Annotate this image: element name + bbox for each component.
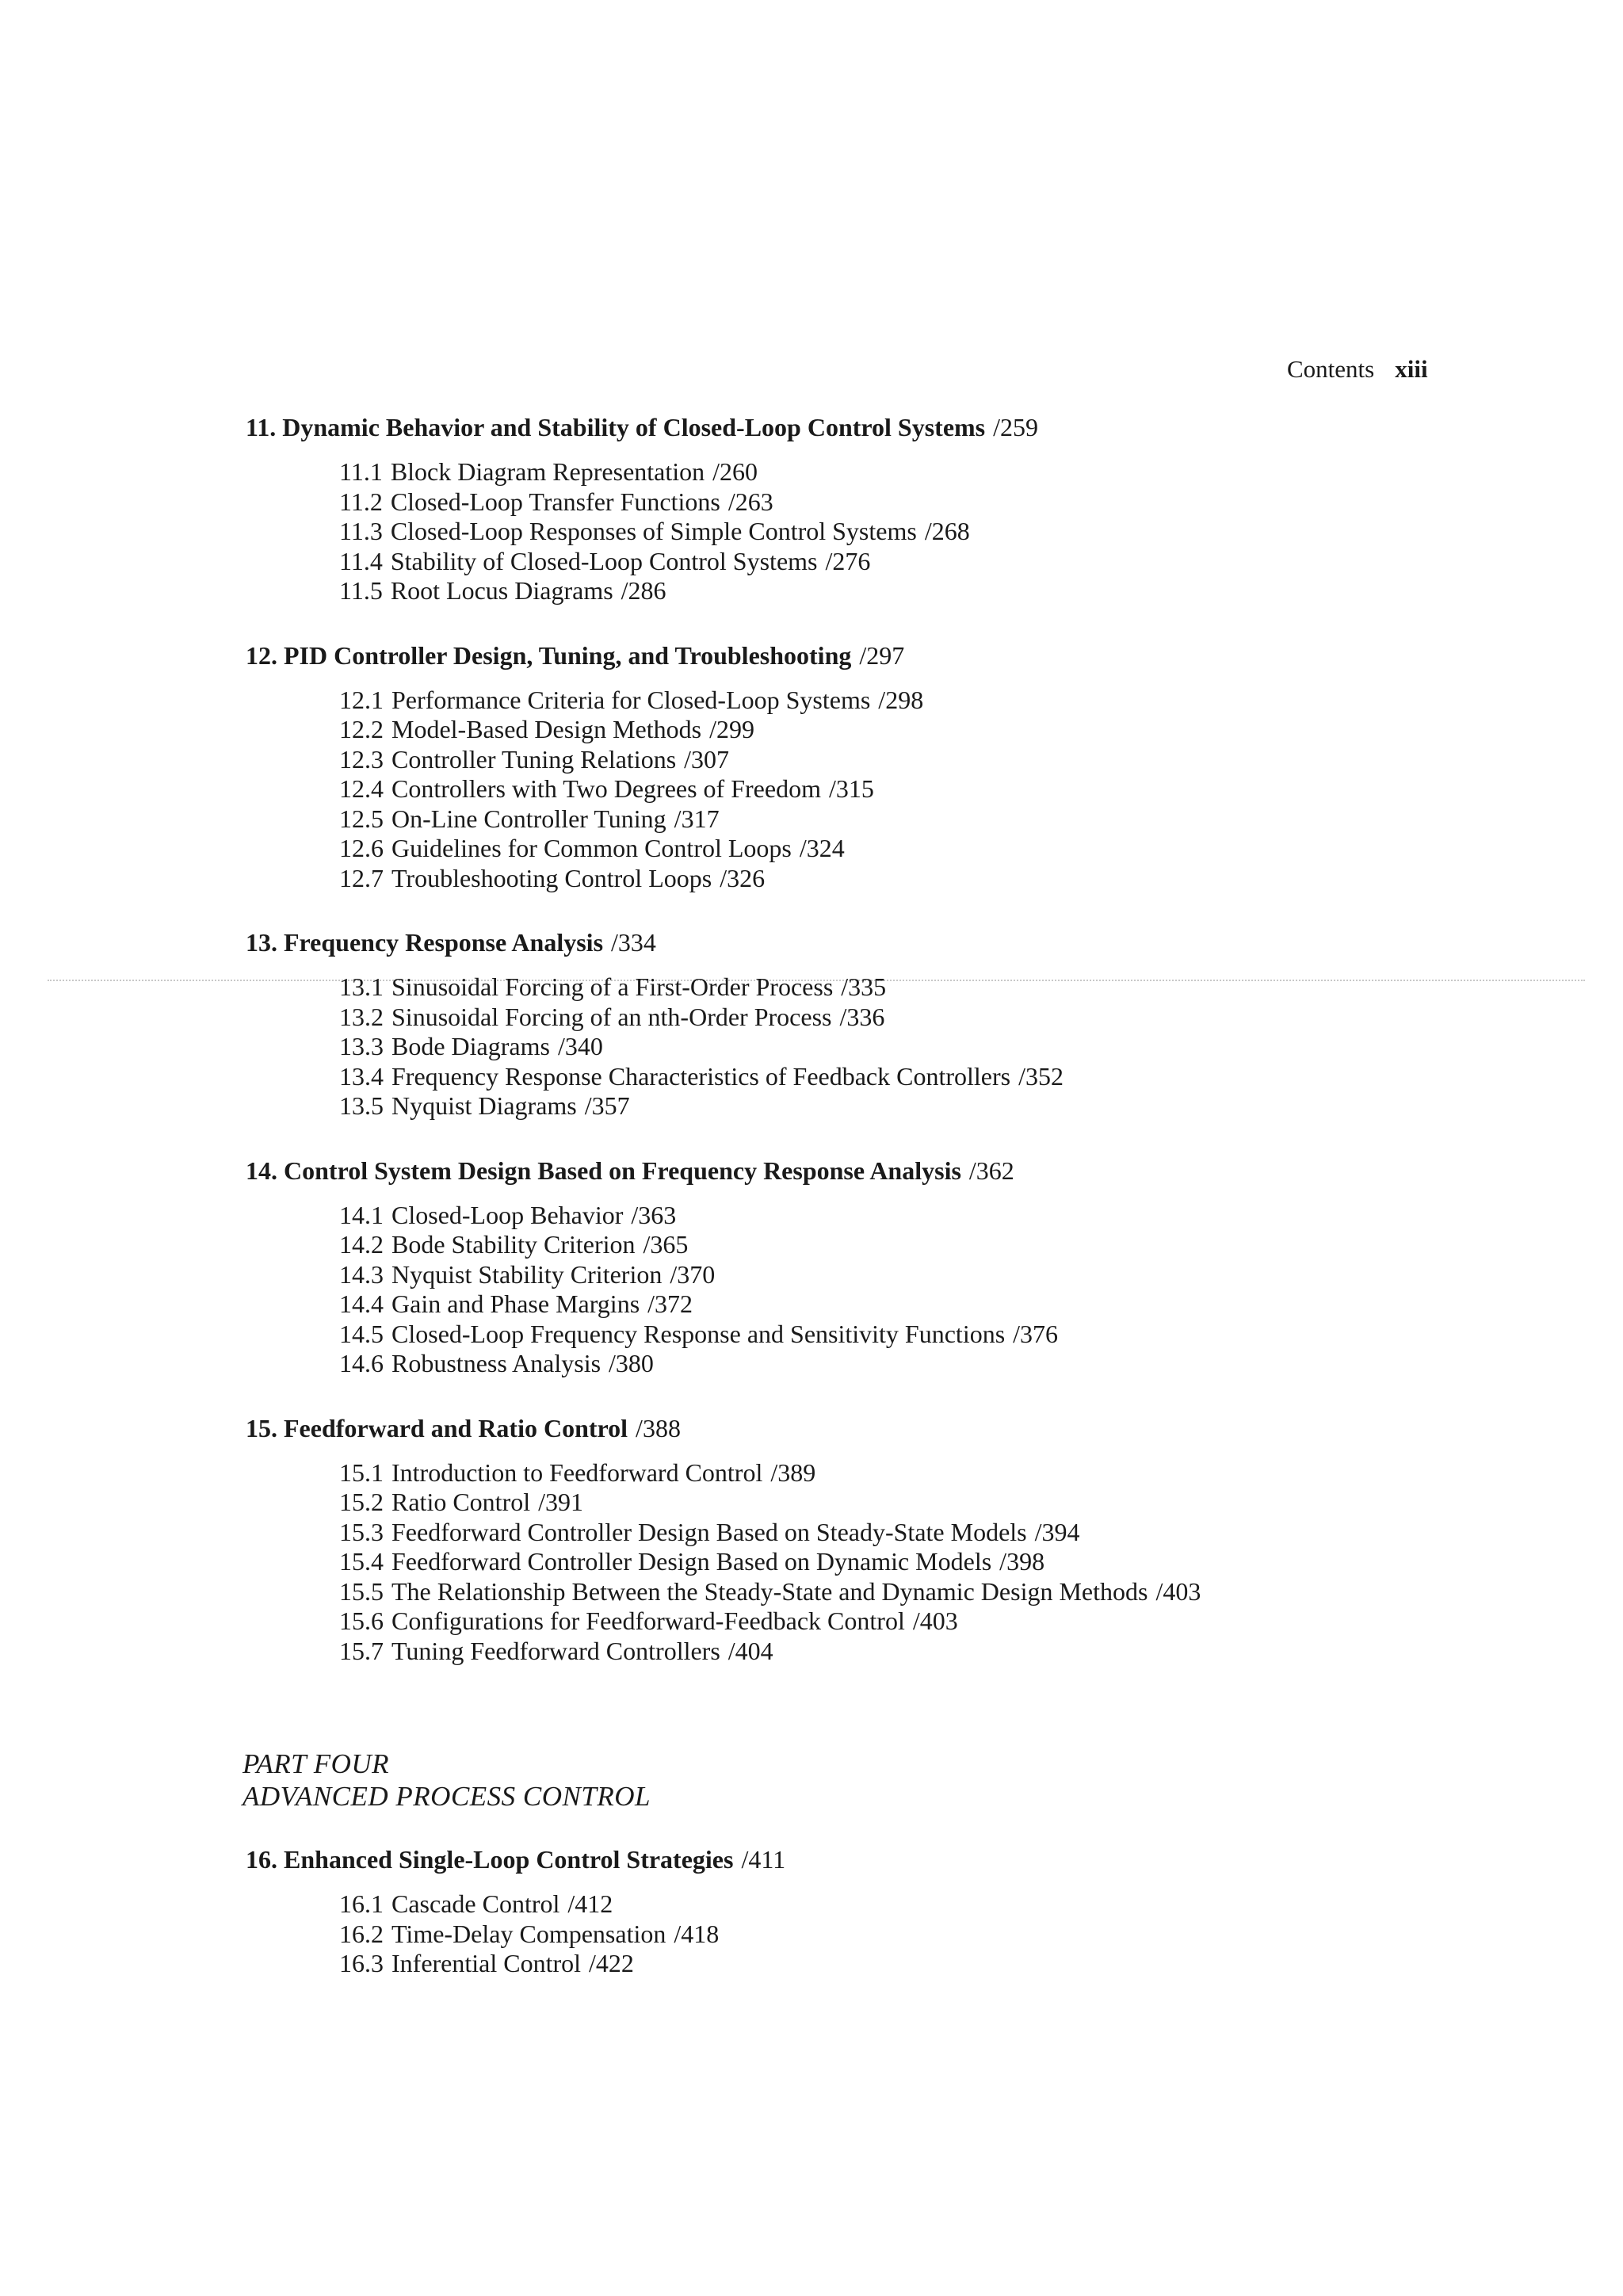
section-title: Configurations for Feedforward-Feedback Control [391, 1606, 905, 1635]
section-list [339, 1889, 1593, 1979]
section-item [339, 1230, 1593, 1260]
section-page: /335 [841, 972, 887, 1001]
chapter-title [246, 1412, 1593, 1444]
section-item [339, 1949, 1593, 1979]
section-number: 12.3 [339, 744, 384, 774]
chapter-name: Feedforward and Ratio Control [284, 1413, 628, 1442]
section-page: /370 [670, 1259, 716, 1289]
chapter-11 [246, 411, 1593, 606]
section-title: Troubleshooting Control Loops [391, 863, 712, 892]
section-number: 15.1 [339, 1457, 384, 1487]
section-title: Performance Criteria for Closed-Loop Systems [391, 685, 871, 714]
section-number: 16.3 [339, 1949, 384, 1977]
section-item [339, 547, 1593, 577]
section-title: Sinusoidal Forcing of a First-Order Process [391, 972, 834, 1001]
section-title: Tuning Feedforward Controllers [391, 1636, 720, 1665]
chapter-page: /362 [968, 1156, 1014, 1185]
section-number: 12.1 [339, 685, 384, 714]
section-list [339, 1458, 1593, 1667]
section-page: /363 [631, 1200, 677, 1229]
section-page: /299 [709, 715, 754, 743]
section-number: 15.5 [339, 1576, 384, 1606]
section-item [339, 1003, 1593, 1033]
section-item [339, 1260, 1593, 1290]
section-page: /357 [584, 1091, 630, 1120]
section-number: 13.4 [339, 1061, 384, 1091]
section-page: /268 [924, 517, 970, 545]
section-item [339, 1349, 1593, 1379]
section-item [339, 576, 1593, 606]
section-number: 14.3 [339, 1259, 384, 1289]
section-list [339, 972, 1593, 1121]
chapter-number: 14. [246, 1156, 277, 1185]
section-page: /412 [567, 1889, 613, 1918]
section-page: /389 [770, 1457, 816, 1487]
section-page: /372 [647, 1289, 693, 1318]
section-number: 13.1 [339, 972, 384, 1001]
section-item [339, 1547, 1593, 1577]
section-number: 15.3 [339, 1517, 384, 1546]
chapter-16 [246, 1843, 1593, 1979]
section-item [339, 1518, 1593, 1548]
section-title: Block Diagram Representation [390, 457, 705, 486]
section-list [339, 457, 1593, 606]
section-title: Closed-Loop Transfer Functions [390, 487, 720, 516]
chapter-name: PID Controller Design, Tuning, and Troubleshooting [284, 640, 852, 670]
section-number: 16.2 [339, 1919, 384, 1948]
section-title: Nyquist Stability Criterion [391, 1259, 663, 1289]
section-page: /365 [643, 1230, 689, 1259]
running-head-label: Contents [1287, 355, 1375, 383]
page-folio: xiii [1395, 355, 1428, 383]
section-title: Closed-Loop Behavior [391, 1200, 624, 1229]
section-page: /403 [912, 1606, 958, 1635]
section-number: 15.2 [339, 1488, 384, 1516]
section-title: Robustness Analysis [391, 1349, 601, 1377]
chapter-number: 13. [246, 928, 277, 957]
chapter-name: Enhanced Single-Loop Control Strategies [284, 1845, 734, 1874]
part-number: PART FOUR [242, 1748, 390, 1779]
section-item [339, 1637, 1593, 1667]
section-title: Time-Delay Compensation [391, 1919, 666, 1948]
section-item [339, 1488, 1593, 1518]
section-number: 12.6 [339, 834, 384, 862]
spacer [246, 893, 1593, 926]
chapter-title [246, 640, 1593, 671]
section-page: /422 [589, 1949, 634, 1977]
section-page: /317 [674, 804, 720, 833]
section-item [339, 804, 1593, 835]
chapter-name: Frequency Response Analysis [284, 928, 604, 957]
section-page: /404 [727, 1636, 773, 1665]
section-page: /324 [799, 834, 845, 862]
part-heading [242, 1748, 1593, 1813]
section-page: /315 [828, 774, 874, 803]
section-number: 13.2 [339, 1002, 384, 1031]
section-item [339, 1062, 1593, 1092]
section-number: 12.5 [339, 804, 384, 833]
section-number: 12.4 [339, 774, 384, 803]
chapter-name: Dynamic Behavior and Stability of Closed-Loop Control Systems [282, 413, 986, 441]
section-item [339, 1201, 1593, 1231]
section-item [339, 1320, 1593, 1350]
running-head [1287, 355, 1428, 384]
spacer [246, 1379, 1593, 1412]
section-item [339, 1091, 1593, 1121]
chapter-title [246, 926, 1593, 958]
section-item [339, 1920, 1593, 1950]
chapter-14 [246, 1155, 1593, 1379]
section-number: 15.7 [339, 1636, 384, 1665]
section-list [339, 1201, 1593, 1379]
section-page: /380 [609, 1349, 654, 1377]
table-of-contents [242, 411, 1593, 1979]
section-page: /336 [839, 1002, 885, 1031]
section-number: 14.4 [339, 1289, 384, 1318]
section-title: On-Line Controller Tuning [391, 804, 666, 833]
spacer [246, 1121, 1593, 1155]
section-number: 16.1 [339, 1889, 384, 1918]
section-title: Introduction to Feedforward Control [391, 1457, 763, 1487]
section-page: /403 [1155, 1576, 1201, 1606]
section-title: Model-Based Design Methods [391, 715, 702, 743]
section-title: The Relationship Between the Steady-State and Dynamic Design Methods [391, 1576, 1148, 1606]
section-page: /398 [999, 1547, 1045, 1576]
section-page: /286 [621, 576, 666, 605]
section-title: Closed-Loop Responses of Simple Control Systems [390, 517, 917, 545]
chapter-13 [246, 926, 1593, 1121]
section-page: /307 [684, 744, 730, 774]
section-item [339, 1606, 1593, 1637]
section-title: Feedforward Controller Design Based on Steady-State Models [391, 1517, 1027, 1546]
section-page: /276 [825, 546, 871, 575]
section-item [339, 686, 1593, 716]
section-item [339, 1889, 1593, 1920]
section-item [339, 1289, 1593, 1320]
chapter-number: 15. [246, 1413, 277, 1442]
section-title: Nyquist Diagrams [391, 1091, 577, 1120]
section-number: 14.1 [339, 1200, 384, 1229]
section-title: Cascade Control [391, 1889, 560, 1918]
chapter-page: /334 [611, 928, 656, 957]
section-page: /260 [712, 457, 758, 486]
chapter-page: /259 [993, 413, 1039, 441]
section-page: /418 [674, 1919, 720, 1948]
section-number: 14.6 [339, 1349, 384, 1377]
chapter-title [246, 411, 1593, 443]
spacer [246, 1813, 1593, 1843]
section-number: 13.5 [339, 1091, 384, 1120]
section-title: Bode Diagrams [391, 1032, 550, 1060]
section-item [339, 834, 1593, 864]
chapter-15 [246, 1412, 1593, 1667]
chapter-12 [246, 640, 1593, 894]
section-item [339, 745, 1593, 775]
section-item [339, 487, 1593, 518]
section-page: /391 [538, 1488, 583, 1516]
section-item [339, 1032, 1593, 1062]
section-title: Closed-Loop Frequency Response and Sensitivity Functions [391, 1319, 1006, 1348]
section-item [339, 1458, 1593, 1488]
section-number: 11.3 [339, 517, 383, 545]
section-list [339, 686, 1593, 894]
section-number: 12.7 [339, 863, 384, 892]
section-title: Feedforward Controller Design Based on Dynamic Models [391, 1547, 992, 1576]
section-item [339, 864, 1593, 894]
section-number: 11.5 [339, 576, 383, 605]
section-item [339, 1577, 1593, 1607]
section-title: Ratio Control [391, 1488, 531, 1516]
section-title: Controller Tuning Relations [391, 744, 677, 774]
chapter-number: 12. [246, 640, 277, 670]
section-item [339, 774, 1593, 804]
section-title: Inferential Control [391, 1949, 582, 1977]
section-item [339, 715, 1593, 745]
section-title: Guidelines for Common Control Loops [391, 834, 792, 862]
spacer [246, 1666, 1593, 1748]
section-item [339, 517, 1593, 547]
section-title: Root Locus Diagrams [390, 576, 613, 605]
section-page: /352 [1018, 1061, 1064, 1091]
section-page: /326 [720, 863, 766, 892]
chapter-number: 11. [246, 413, 277, 441]
section-title: Stability of Closed-Loop Control Systems [390, 546, 818, 575]
section-number: 11.1 [339, 457, 383, 486]
section-page: /376 [1013, 1319, 1059, 1348]
section-number: 11.4 [339, 546, 383, 575]
section-number: 14.5 [339, 1319, 384, 1348]
section-page: /263 [727, 487, 773, 516]
section-page: /340 [557, 1032, 603, 1060]
chapter-page: /388 [636, 1413, 681, 1442]
chapter-name: Control System Design Based on Frequency Response Analysis [284, 1156, 961, 1185]
chapter-title [246, 1155, 1593, 1186]
section-page: /394 [1034, 1517, 1080, 1546]
section-title: Gain and Phase Margins [391, 1289, 640, 1318]
spacer [246, 606, 1593, 640]
section-item [339, 972, 1593, 1003]
section-number: 15.6 [339, 1606, 384, 1635]
chapter-title [246, 1843, 1593, 1875]
chapter-page: /297 [859, 640, 905, 670]
section-number: 12.2 [339, 715, 384, 743]
section-item [339, 457, 1593, 487]
chapter-number: 16. [246, 1845, 277, 1874]
section-number: 11.2 [339, 487, 383, 516]
section-title: Sinusoidal Forcing of an nth-Order Process [391, 1002, 832, 1031]
section-title: Controllers with Two Degrees of Freedom [391, 774, 821, 803]
chapter-page: /411 [741, 1845, 786, 1874]
section-title: Bode Stability Criterion [391, 1230, 636, 1259]
section-number: 13.3 [339, 1032, 384, 1060]
section-page: /298 [878, 685, 924, 714]
section-number: 14.2 [339, 1230, 384, 1259]
part-title: ADVANCED PROCESS CONTROL [242, 1781, 651, 1812]
section-title: Frequency Response Characteristics of Feedback Controllers [391, 1061, 1011, 1091]
section-number: 15.4 [339, 1547, 384, 1576]
